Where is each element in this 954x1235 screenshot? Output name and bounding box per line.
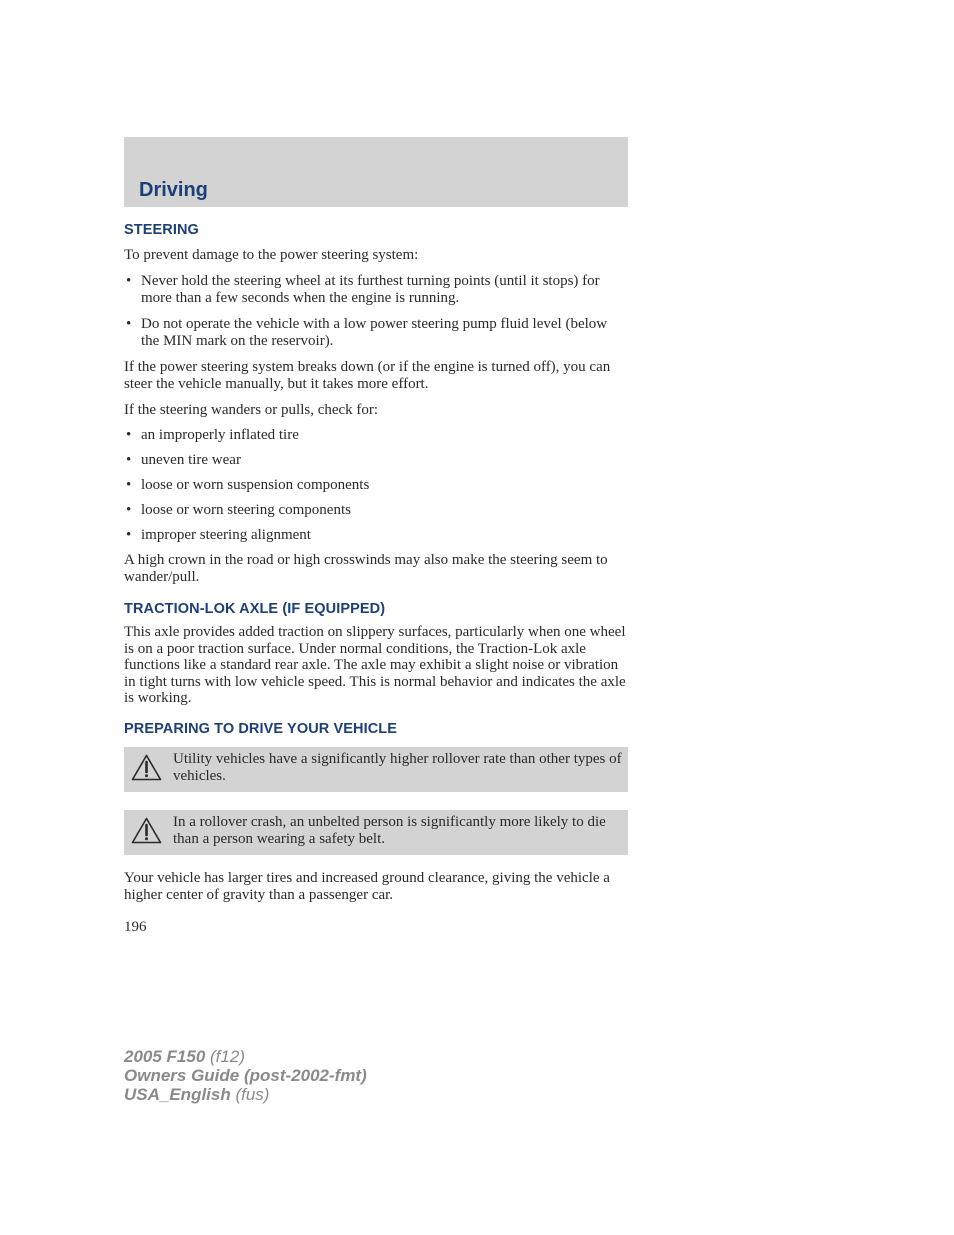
list-item [124, 452, 628, 469]
footer-line-language [124, 1085, 367, 1104]
list-item-text: Do not operate the vehicle with a low power steering pump fluid level (below the MIN mark on the reservoir). [141, 316, 608, 349]
steering-check-list [124, 427, 628, 544]
bullet-marker: • [126, 527, 132, 543]
steering-crown-text: A high crown in the road or high crosswinds may also make the steering seem to wander/pull. [124, 552, 608, 585]
list-item-text: Never hold the steering wheel at its furthest turning points (until it stops) for more than a few seconds when the engine is running. [141, 273, 600, 306]
footer-language: USA_English [124, 1085, 231, 1104]
bullet-marker: • [126, 477, 132, 493]
footer-model-code: (f12) [205, 1047, 245, 1066]
list-item-text: loose or worn suspension components [141, 477, 370, 493]
list-item-text: loose or worn steering components [141, 502, 351, 518]
warning-text: In a rollover crash, an unbelted person is significantly more likely to die than a person wearing a safety belt. [173, 813, 606, 847]
footer-model: 2005 F150 [124, 1047, 206, 1066]
bullet-marker: • [126, 502, 132, 518]
list-item [124, 427, 628, 444]
bullet-marker: • [126, 273, 132, 289]
unbelted-warning [124, 810, 628, 855]
steering-precautions-list [124, 273, 628, 350]
list-item [124, 477, 628, 494]
section-header-band [124, 137, 628, 207]
footer-line-model [124, 1047, 367, 1066]
list-item-text: improper steering alignment [141, 527, 311, 543]
list-item [124, 502, 628, 519]
footer-language-code: (fus) [230, 1085, 270, 1104]
footer-guide: Owners Guide (post-2002-fmt) [124, 1066, 367, 1085]
bullet-marker: • [126, 452, 132, 468]
traction-lok-heading: TRACTION-LOK AXLE (IF EQUIPPED) [124, 601, 386, 617]
manual-page [124, 137, 628, 936]
preparing-heading: PREPARING TO DRIVE YOUR VEHICLE [124, 720, 398, 737]
bullet-marker: • [126, 427, 132, 443]
traction-lok-text: This axle provides added traction on slippery surfaces, particularly when one wheel is on a poor traction surface. Under normal conditions, the Traction-Lok axle functions like a standard rear axle. The axle may exhibit a slight noise or vibration in tight turns with low vehicle speed. This is normal behavior and indicates the axle is working. [124, 624, 626, 706]
page-number: 196 [124, 918, 147, 935]
document-footer [124, 1047, 367, 1104]
steering-intro: To prevent damage to the power steering system: [124, 247, 419, 263]
warning-triangle-icon [131, 754, 162, 781]
list-item-text: uneven tire wear [141, 452, 241, 468]
warning-text: Utility vehicles have a significantly higher rollover rate than other types of vehicles. [173, 750, 622, 784]
rollover-rate-warning [124, 747, 628, 792]
bullet-marker: • [126, 316, 132, 332]
steering-heading: STEERING [124, 222, 199, 238]
steering-check-intro: If the steering wanders or pulls, check for: [124, 402, 379, 418]
section-title: Driving [139, 179, 208, 201]
warning-triangle-icon [131, 817, 162, 844]
list-item [124, 316, 628, 350]
list-item-text: an improperly inflated tire [141, 427, 299, 443]
list-item [124, 527, 628, 544]
steering-breakdown-text: If the power steering system breaks down (or if the engine is turned off), you can steer the vehicle manually, but it takes more effort. [124, 359, 611, 392]
footer-line-guide [124, 1066, 367, 1085]
list-item [124, 273, 628, 307]
center-of-gravity-text: Your vehicle has larger tires and increased ground clearance, giving the vehicle a higher center of gravity than a passenger car. [124, 869, 610, 903]
